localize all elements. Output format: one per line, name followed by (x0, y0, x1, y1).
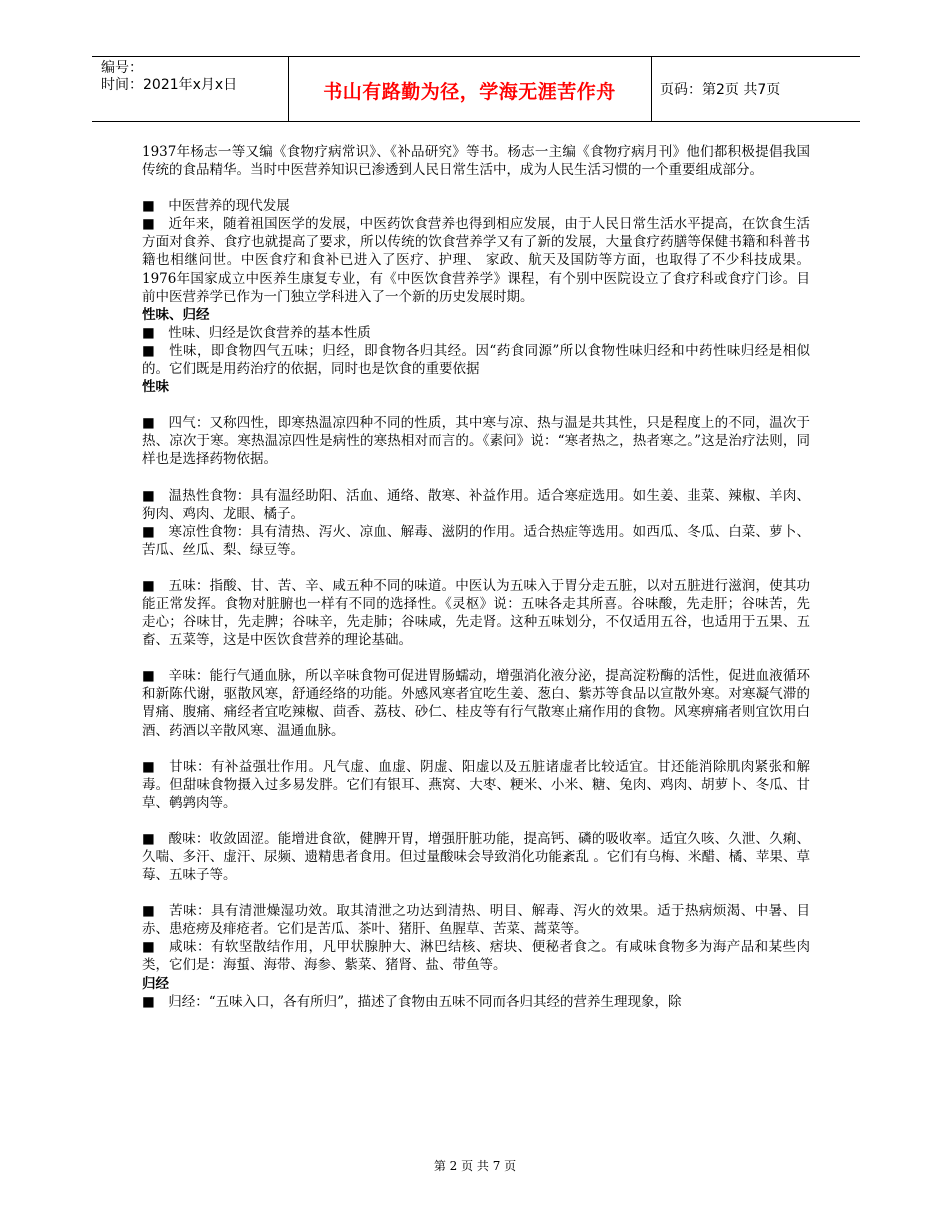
bullet-meridian: ■ 归经：“五味入口，各有所归”，描述了食物由五味不同而各归其经的营养生理现象，除 (142, 993, 682, 1010)
header-meta (101, 60, 237, 94)
bullet-basic-nature: ■ 性味、归经是饮食营养的基本性质 (142, 324, 371, 341)
bullet-five-flavors: ■ 五味：指酸、甘、苦、辛、咸五种不同的味道。中医认为五味入于胃分走五脏，以对五脏进行滋润，使其功能正常发挥。食物对脏腑也一样有不同的选择性。《灵枢》说：五味各走其所喜。谷味酸，先走肝；谷味苦，先走心；谷味甘，先走脾；谷味辛，先走肺；谷味咸，先走肾。这种五味划分，不仅适用五谷，也适用于五果、五畜、五菜等，这是中医饮食营养的理论基础。 (142, 577, 810, 649)
section-heading-meridian: 归经 (142, 975, 169, 992)
bullet-modern-development: ■ 近年来，随着祖国医学的发展，中医药饮食营养也得到相应发展，由于人民日常生活水平提高，在饮食生活方面对食养、食疗也就提高了要求，所以传统的饮食营养学又有了新的发展，大量食疗药膳等保健书籍和科普书籍也相继问世。中医食疗和食补已进入了医疗、护理、 家政、航天及国防等方面，也取得了不少科技成果。1976年国家成立中医养生康复专业，有《中医饮食营养学》课程，有个别中医院设立了食疗科或食疗门诊。目前中医营养学已作为一门独立学科进入了一个新的历史发展时期。 (142, 216, 810, 305)
header-bottom-rule (92, 121, 860, 122)
paragraph-history: 1937年杨志一等又编《食物疗病常识》、《补品研究》等书。杨志一主编《食物疗病月刊》他们都积极提倡我国传统的食品精华。当时中医营养知识已渗透到人民日常生活中，成为人民生活习惯的一个重要组成部分。 (142, 144, 810, 179)
header-divider-right (651, 56, 652, 121)
section-heading-nature-meridian: 性味、归经 (142, 306, 210, 323)
bullet-warm-food: ■ 温热性食物：具有温经助阳、活血、通络、散寒、补益作用。适合寒症选用。如生姜、韭菜、辣椒、羊肉、狗肉、鸡肉、龙眼、橘子。 (142, 487, 810, 522)
bullet-salty: ■ 咸味：有软坚散结作用，凡甲状腺肿大、淋巴结核、痞块、便秘者食之。有咸味食物多为海产品和某些肉类，它们是：海蜇、海带、海参、紫菜、猪肾、盐、带鱼等。 (142, 939, 810, 974)
header-page-number: 页码：第2页 共7页 (660, 82, 781, 98)
serial-number-label: 编号： (101, 60, 143, 76)
bullet-modern-development-title: ■ 中医营养的现代发展 (142, 198, 290, 215)
bullet-nature-definition: ■ 性味，即食物四气五味；归经，即食物各归其经。因“药食同源”所以食物性味归经和中药性味归经是相似的。它们既是用药治疗的依据，同时也是饮食的重要依据 (142, 342, 810, 378)
header-top-rule (92, 56, 860, 57)
section-heading-nature-flavor: 性味 (142, 379, 169, 396)
bullet-pungent: ■ 辛味：能行气通血脉，所以辛味食物可促进胃肠蠕动，增强消化液分泌，提高淀粉酶的活性，促进血液循环和新陈代谢，驱散风寒，舒通经络的功能。外感风寒者宜吃生姜、葱白、紫苏等食品以宣散外寒。对寒凝气滞的胃痛、腹痛、痛经者宜吃辣椒、茴香、荔枝、砂仁、桂皮等有行气散寒止痛作用的食物。风寒痹痛者则宜饮用白酒、药酒以辛散风寒、温通血脉。 (142, 668, 810, 739)
bullet-cool-food: ■ 寒凉性食物：具有清热、泻火、凉血、解毒、滋阴的作用。适合热症等选用。如西瓜、冬瓜、白菜、萝卜、苦瓜、丝瓜、梨、绿豆等。 (142, 523, 810, 558)
bullet-sweet: ■ 甘味：有补益强壮作用。凡气虚、血虚、阴虚、阳虚以及五脏诸虚者比较适宜。甘还能消除肌肉紧张和解毒。但甜味食物摄入过多易发胖。它们有银耳、燕窝、大枣、粳米、小米、糖、兔肉、鸡肉、胡萝卜、冬瓜、甘草、鹌鹑肉等。 (142, 758, 810, 811)
document-date: 时间：2021年x月x日 (101, 77, 238, 93)
bullet-sour: ■ 酸味：收敛固涩。能增进食欲，健脾开胃，增强肝脏功能，提高钙、磷的吸收率。适宜久咳、久泄、久痢、久喘、多汗、虚汗、尿频、遗精患者食用。但过量酸味会导致消化功能紊乱 。它们有乌梅、米醋、橘、苹果、草莓、五味子等。 (142, 830, 810, 884)
bullet-bitter: ■ 苦味：具有清泄燥湿功效。取其清泄之功达到清热、明目、解毒、泻火的效果。适于热病烦渴、中暑、目赤、患疮痨及痱疮者。它们是苦瓜、茶叶、猪肝、鱼腥草、苦菜、蒿菜等。 (142, 903, 810, 938)
document-body (142, 143, 810, 1011)
header-motto: 书山有路勤为径，学海无涯苦作舟 (323, 81, 616, 103)
page-footer: 第 2 页 共 7 页 (433, 1159, 517, 1173)
bullet-four-qi: ■ 四气：又称四性，即寒热温凉四种不同的性质，其中寒与凉、热与温是共其性，只是程度上的不同，温次于热、凉次于寒。寒热温凉四性是病性的寒热相对而言的。《素问》说：“寒者热之，热者寒之。”这是治疗法则，同样也是选择药物依据。 (142, 415, 810, 468)
